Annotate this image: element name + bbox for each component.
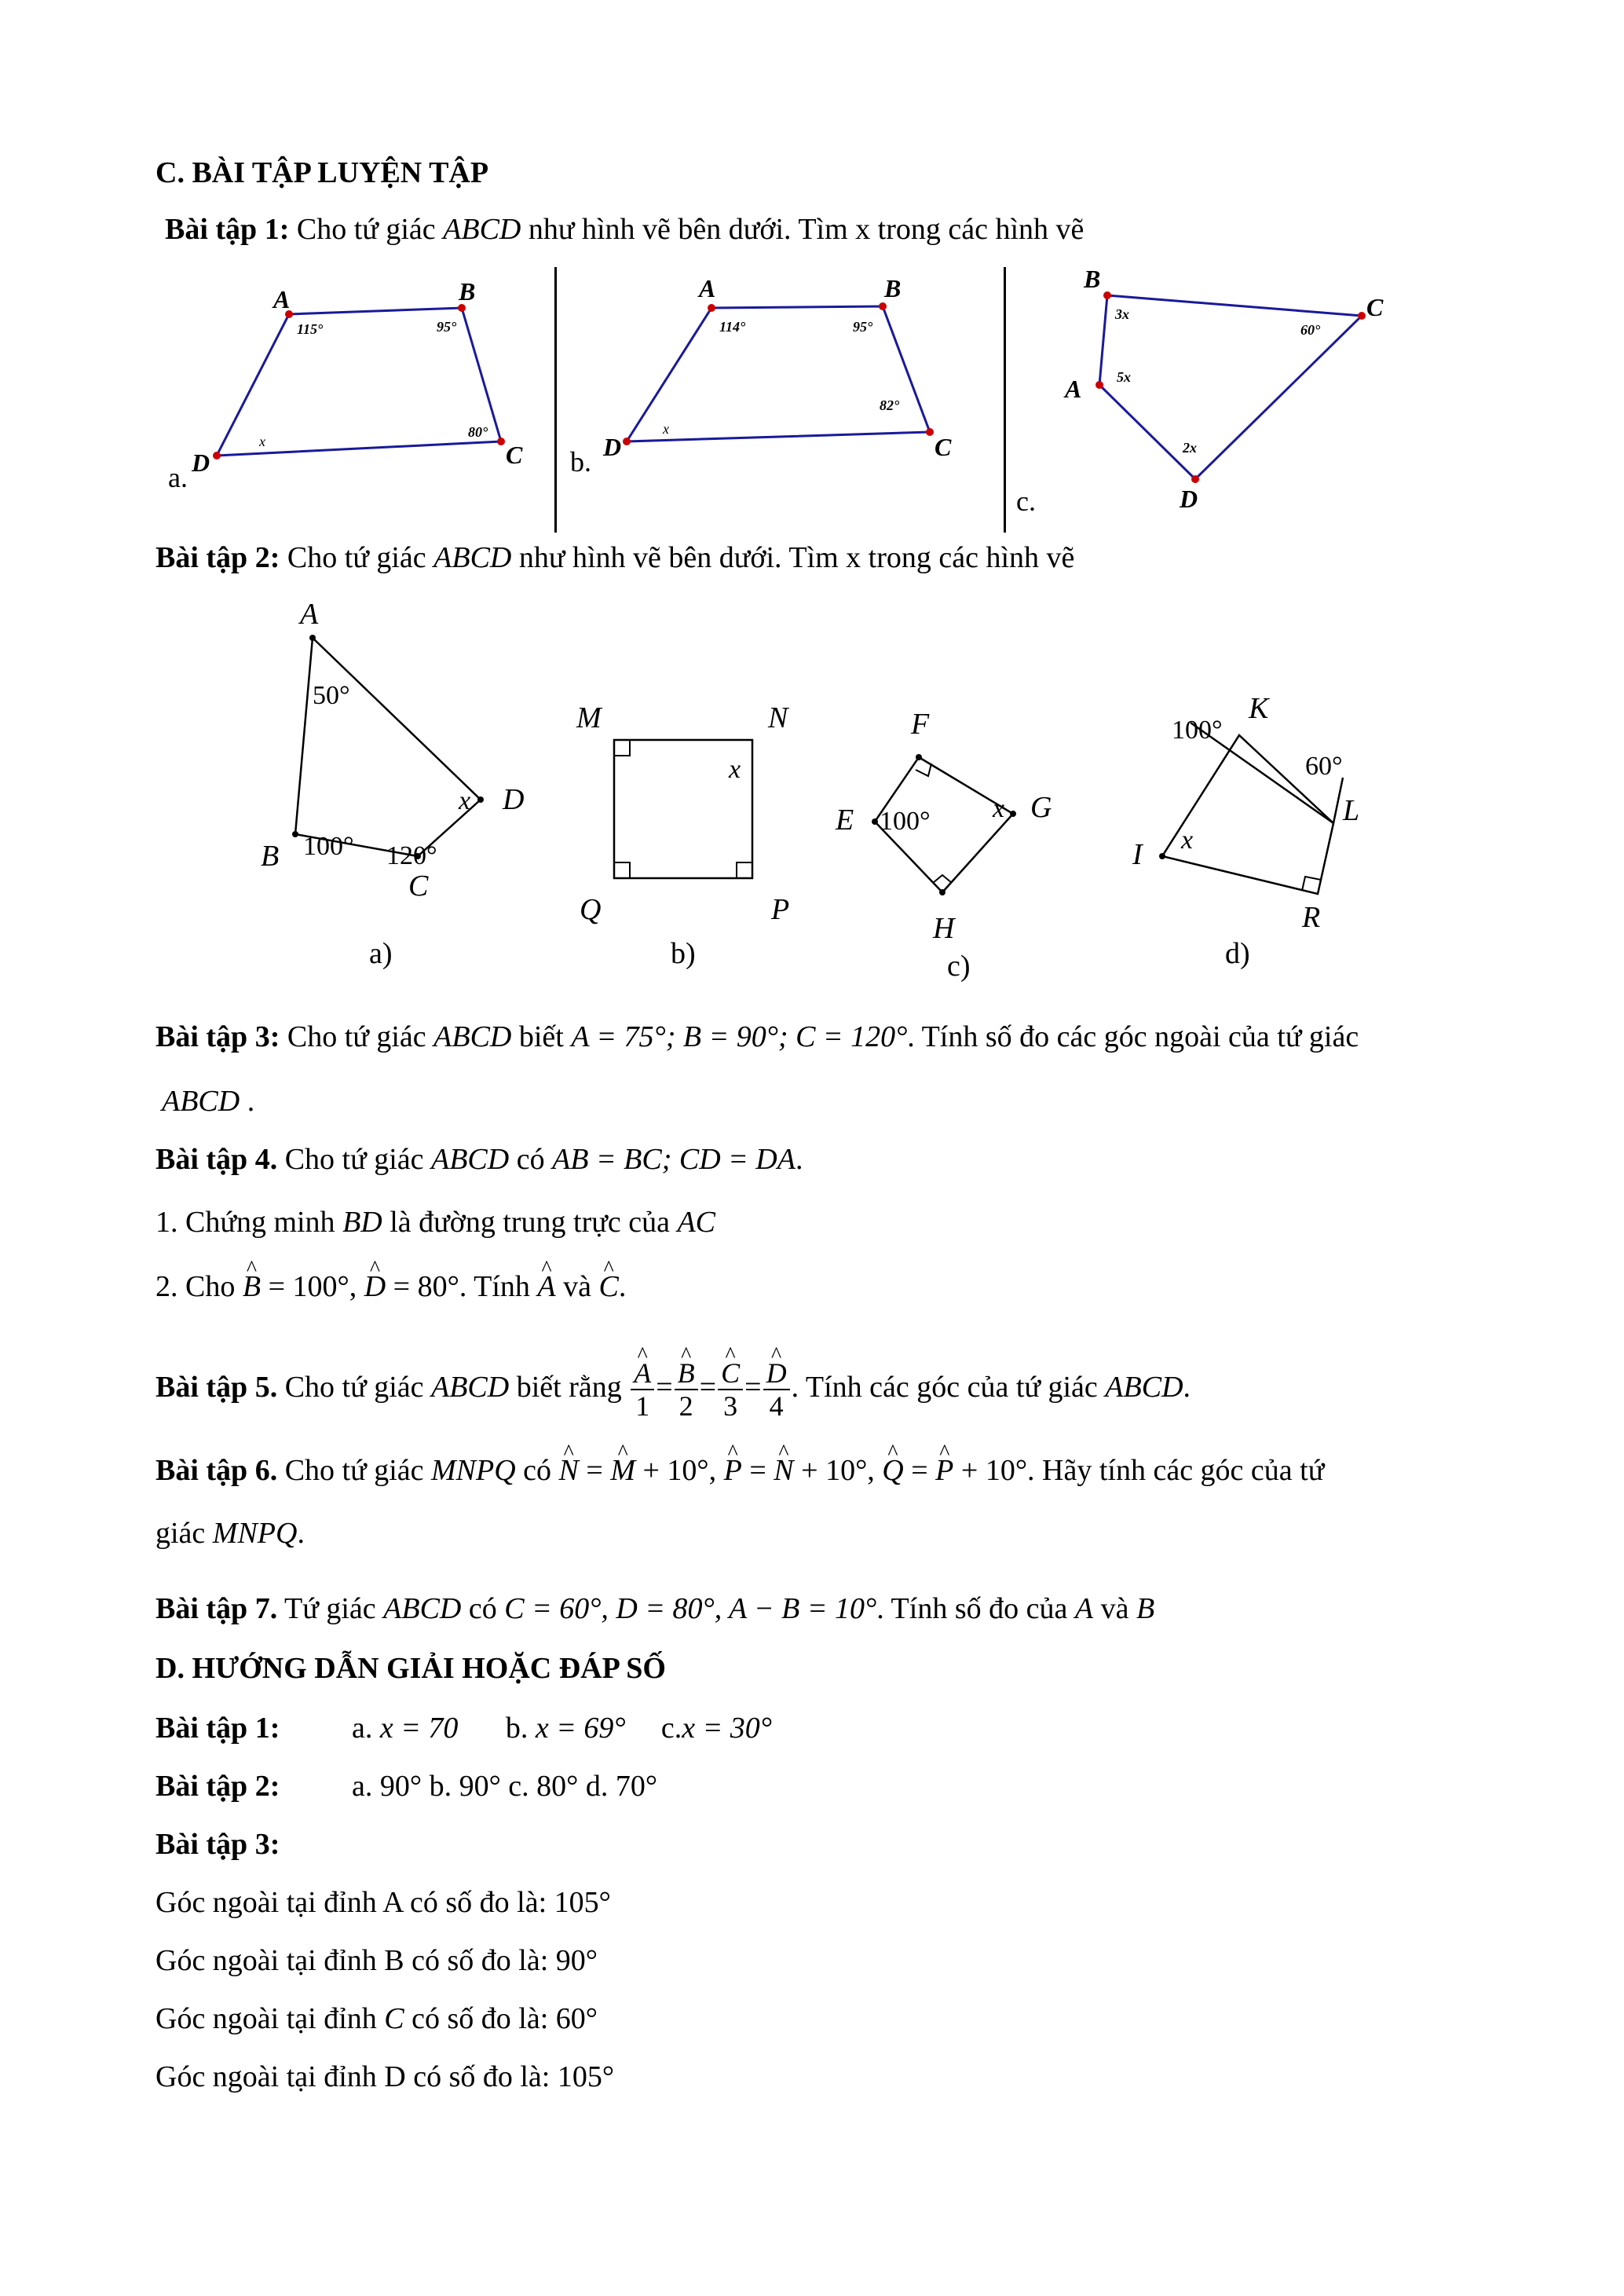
exercise-5-frac-c: [718, 1357, 743, 1422]
ex6-p-hat: ^ P: [724, 1452, 742, 1489]
ex1a-vertex-a: A: [273, 285, 291, 313]
exercise-5-end: .: [1183, 1371, 1191, 1404]
exercise-6-text3: . Hãy tính các góc của tứ: [1027, 1454, 1325, 1487]
ex1a-angle-a: 115°: [297, 321, 324, 337]
ex6-eq-3: =: [903, 1454, 936, 1487]
ex1b-vertex-d: D: [603, 433, 622, 461]
ex1-figure-a: [157, 267, 550, 503]
ex6-p2-hat: ^ P: [935, 1452, 953, 1489]
ex6-q-hat: ^ Q: [882, 1452, 903, 1489]
exercise-6-label: Bài tập 6.: [155, 1454, 278, 1487]
ex1b-angle-d: x: [663, 421, 669, 437]
exercise-4-item1-a: 1. Chứng minh: [155, 1206, 335, 1239]
answer-1-b: b.: [505, 1712, 529, 1745]
answer-2-label: Bài tập 2:: [155, 1770, 280, 1803]
exercise-3-var: ABCD: [433, 1020, 512, 1053]
ex2a-angle-c: 120°: [386, 841, 437, 870]
exercise-3-label: Bài tập 3:: [155, 1020, 280, 1053]
exercise-7-condition: C = 60°, D = 80°, A − B = 10°: [504, 1592, 877, 1625]
exercise-1-statement: [165, 211, 1084, 248]
ex2b-angle-n: x: [729, 755, 741, 784]
answer-1: [155, 1709, 772, 1747]
exercise-4-statement: [155, 1141, 803, 1178]
ex2c-angle-e: 100°: [880, 807, 931, 836]
exercise-7-text2: có: [468, 1592, 497, 1625]
ex2-figure-a: [251, 597, 550, 990]
ex6-plus-1: + 10°,: [635, 1454, 724, 1487]
ex6-plus-2: + 10°,: [793, 1454, 883, 1487]
exercise-7-statement: [155, 1590, 1154, 1628]
ex2d-vertex-i: I: [1132, 838, 1143, 871]
answer-1-label: Bài tập 1:: [155, 1712, 280, 1745]
exercise-4-item-2: [155, 1268, 626, 1305]
exercise-3-var2: ABCD: [162, 1085, 240, 1118]
exercise-4-item2-end: .: [618, 1270, 627, 1303]
exercise-4-item2-a: 2. Cho: [155, 1270, 236, 1303]
frac-a-num: ^ A: [634, 1357, 651, 1389]
answer-3-line-2: Góc ngoài tại đỉnh B có số đo là: 90°: [155, 1944, 598, 1977]
ex1-figure-c: [1013, 267, 1421, 526]
ex6-plus-end: + 10°: [953, 1454, 1028, 1487]
exercise-6-line2-a: giác: [155, 1517, 206, 1550]
ex1c-vertex-a: A: [1065, 375, 1082, 403]
ex6-m-hat: ^ M: [610, 1452, 635, 1489]
exercise-3-condition: A = 75°; B = 90°; C = 120°: [571, 1020, 908, 1053]
ex2-figure-d: [1115, 691, 1398, 990]
exercise-4-text1: Cho tứ giác: [284, 1143, 424, 1176]
exercise-2-text: Cho tứ giác: [287, 541, 426, 574]
answer-1-c-val: x = 30°: [682, 1712, 772, 1745]
ex1c-caption: c.: [1016, 485, 1036, 517]
exercise-7-var-a: A: [1074, 1592, 1094, 1625]
frac-c-num: ^ C: [721, 1357, 740, 1389]
ex6-n2-hat: ^ N: [774, 1452, 793, 1489]
answer-3-line-3-var: C: [384, 2002, 404, 2035]
ex2-figure-c: [825, 699, 1068, 990]
ex2d-angle-k: 100°: [1172, 716, 1223, 745]
exercise-2-var: ABCD: [433, 541, 512, 574]
ex2b-vertex-p: P: [771, 893, 790, 926]
exercise-7-var: ABCD: [383, 1592, 462, 1625]
ex1b-angle-b: 95°: [853, 319, 873, 335]
ex1a-vertex-d: D: [192, 449, 210, 477]
ex2c-caption: c): [947, 950, 971, 983]
exercise-6-text1: Cho tứ giác: [284, 1454, 424, 1487]
exercise-5-label: Bài tập 5.: [155, 1371, 278, 1404]
answer-3-line-1: Góc ngoài tại đỉnh A có số đo là: 105°: [155, 1886, 611, 1919]
exercise-6-text2: có: [523, 1454, 552, 1487]
exercise-3-line2: [162, 1082, 254, 1120]
exercise-6-line2-var: MNPQ: [212, 1517, 298, 1550]
ex2a-vertex-d: D: [503, 783, 525, 816]
ex1a-angle-d: x: [259, 434, 265, 449]
ex1-figure-b: [565, 267, 989, 503]
exercise-5-var2: ABCD: [1105, 1371, 1183, 1404]
exercise-3-statement: [155, 1018, 1359, 1056]
ex2a-vertex-c: C: [408, 870, 429, 903]
exercise-4-item2-c: và: [563, 1270, 591, 1303]
exercise-4-item2-b: . Tính: [459, 1270, 530, 1303]
exercise-4-end: .: [795, 1143, 803, 1176]
answer-1-b-val: x = 69°: [535, 1712, 626, 1745]
exercise-4-condition: AB = BC; CD = DA: [552, 1143, 796, 1176]
exercise-4-item-1: [155, 1203, 715, 1241]
exercise-5-var: ABCD: [431, 1371, 510, 1404]
answer-3-label: Bài tập 3:: [155, 1828, 280, 1861]
ex1a-vertex-c: C: [506, 441, 523, 469]
ex1a-angle-c: 80°: [468, 424, 488, 440]
ex2b-vertex-n: N: [768, 701, 788, 734]
ex6-eq-2: =: [741, 1454, 774, 1487]
ex2d-angle-l: 60°: [1305, 752, 1343, 781]
ex2b-vertex-q: Q: [580, 893, 602, 926]
answer-2-text: a. 90° b. 90° c. 80° d. 70°: [352, 1770, 658, 1803]
answer-1-a-val: x = 70: [379, 1712, 459, 1745]
exercise-4-item2-c-hat: ^ C: [599, 1268, 619, 1305]
ex1c-vertex-d: D: [1180, 485, 1198, 513]
ex1a-vertex-b: B: [459, 277, 476, 306]
ex1b-vertex-a: A: [699, 274, 716, 302]
ex1c-angle-a: 5x: [1117, 369, 1131, 385]
ex2c-vertex-h: H: [933, 912, 955, 945]
exercise-6-statement: [155, 1452, 1324, 1489]
exercise-7-var-b: B: [1136, 1592, 1155, 1625]
ex2a-angle-d: x: [459, 786, 471, 815]
exercise-7-text3: . Tính số đo của: [876, 1592, 1068, 1625]
eq-2: =: [699, 1371, 717, 1404]
ex1c-angle-c: 60°: [1300, 322, 1321, 338]
exercise-4-item1-var2: AC: [677, 1206, 716, 1239]
ex1b-vertex-c: C: [935, 433, 952, 461]
exercise-5-statement: [155, 1340, 1191, 1434]
ex1c-angle-d: 2x: [1183, 440, 1197, 456]
exercise-4-item2-b-val: = 100°,: [261, 1270, 364, 1303]
exercise-7-label: Bài tập 7.: [155, 1592, 278, 1625]
ex1b-angle-c: 82°: [880, 397, 900, 413]
exercise-7-text1: Tứ giác: [284, 1592, 376, 1625]
ex1c-angle-b: 3x: [1115, 306, 1129, 322]
exercise-4-text2: có: [516, 1143, 545, 1176]
answer-2: [155, 1767, 657, 1805]
exercise-3-end: .: [247, 1085, 255, 1118]
exercise-2-label: Bài tập 2:: [155, 541, 280, 574]
exercise-5-frac-d: [763, 1357, 790, 1422]
exercise-4-item2-d-val: = 80°: [386, 1270, 459, 1303]
ex6-eq-1: =: [578, 1454, 611, 1487]
ex2c-angle-g: x: [993, 794, 1005, 823]
ex2-figure-b: [565, 691, 801, 990]
ex2a-vertex-a: A: [300, 598, 319, 631]
exercise-3-text1: Cho tứ giác: [287, 1020, 426, 1053]
exercise-6-var: MNPQ: [431, 1454, 516, 1487]
answer-3-line-3-a: Góc ngoài tại đỉnh: [155, 2002, 377, 2035]
divider-1: [554, 267, 557, 533]
eq-1: =: [656, 1371, 673, 1404]
ex1b-angle-a: 114°: [719, 319, 746, 335]
exercise-1-text: Cho tứ giác: [296, 213, 436, 246]
exercise-1-var: ABCD: [443, 213, 521, 246]
eq-3: =: [744, 1371, 762, 1404]
exercise-4-item2-d-hat: ^ D: [364, 1268, 386, 1305]
ex1b-caption: b.: [570, 446, 591, 478]
exercise-5-frac-a: [631, 1357, 654, 1422]
ex1a-caption: a.: [168, 462, 188, 493]
divider-2: [1004, 267, 1006, 533]
exercise-4-var: ABCD: [431, 1143, 510, 1176]
exercise-6-line2-end: .: [297, 1517, 305, 1550]
ex2d-vertex-r: R: [1302, 901, 1321, 934]
answer-3-line-4: Góc ngoài tại đỉnh D có số đo là: 105°: [155, 2060, 615, 2093]
exercise-5-text3: . Tính các góc của tứ giác: [791, 1371, 1098, 1404]
exercise-1-text2: như hình vẽ bên dưới. Tìm x trong các hình vẽ: [528, 213, 1084, 246]
ex2d-caption: d): [1225, 937, 1250, 970]
ex2c-vertex-g: G: [1030, 791, 1052, 824]
frac-d-den: 4: [769, 1390, 784, 1423]
ex2c-vertex-e: E: [836, 804, 854, 837]
ex2d-vertex-k: K: [1249, 692, 1269, 725]
exercise-4-item2-b-hat: ^ B: [243, 1268, 261, 1305]
answer-1-c: c.: [660, 1712, 682, 1745]
ex2a-angle-b: 100°: [303, 832, 354, 861]
frac-c-den: 3: [723, 1390, 738, 1423]
exercise-6-line2: [155, 1514, 305, 1552]
exercise-5-frac-b: [675, 1357, 698, 1422]
exercise-7-and: và: [1100, 1592, 1129, 1625]
frac-a-den: 1: [635, 1390, 650, 1423]
frac-d-num: ^ D: [766, 1357, 787, 1389]
exercise-3-text3: . Tính số đo các góc ngoài của tứ giác: [907, 1020, 1359, 1053]
section-c-heading: C. BÀI TẬP LUYỆN TẬP: [155, 156, 489, 189]
exercise-4-item1-b: là đường trung trực của: [390, 1206, 670, 1239]
ex2c-vertex-f: F: [911, 708, 930, 741]
exercise-2-text2: như hình vẽ bên dưới. Tìm x trong các hình vẽ: [518, 541, 1075, 574]
ex1a-angle-b: 95°: [437, 319, 457, 335]
exercise-5-text2: biết rằng: [516, 1371, 622, 1404]
ex2a-vertex-b: B: [261, 840, 280, 873]
ex2a-caption: a): [369, 937, 393, 970]
exercise-4-item1-var: BD: [342, 1206, 382, 1239]
section-d-heading: D. HƯỚNG DẪN GIẢI HOẶC ĐÁP SỐ: [155, 1652, 666, 1685]
frac-b-num: ^ B: [678, 1357, 695, 1389]
ex2a-angle-a: 50°: [313, 681, 350, 710]
exercise-4-item2-a-hat: ^ A: [537, 1268, 555, 1305]
frac-b-den: 2: [678, 1390, 693, 1423]
answer-3-line-3: [155, 2000, 598, 2038]
ex2b-caption: b): [671, 937, 696, 970]
answer-3-line-3-b: có số đo là: 60°: [411, 2002, 598, 2035]
exercise-5-text1: Cho tứ giác: [284, 1371, 424, 1404]
exercise-2-statement: [155, 539, 1074, 577]
exercise-4-label: Bài tập 4.: [155, 1143, 278, 1176]
exercise-1-label: Bài tập 1:: [165, 213, 290, 246]
answer-1-a: a.: [352, 1712, 373, 1745]
ex1b-vertex-b: B: [884, 274, 902, 302]
exercise-3-text2: biết: [518, 1020, 564, 1053]
ex6-n-hat: ^ N: [559, 1452, 579, 1489]
ex1c-vertex-b: B: [1084, 267, 1101, 293]
ex2d-vertex-l: L: [1343, 794, 1360, 827]
ex1c-vertex-c: C: [1366, 293, 1384, 321]
ex2d-angle-i: x: [1181, 826, 1194, 855]
ex2b-vertex-m: M: [576, 701, 602, 734]
